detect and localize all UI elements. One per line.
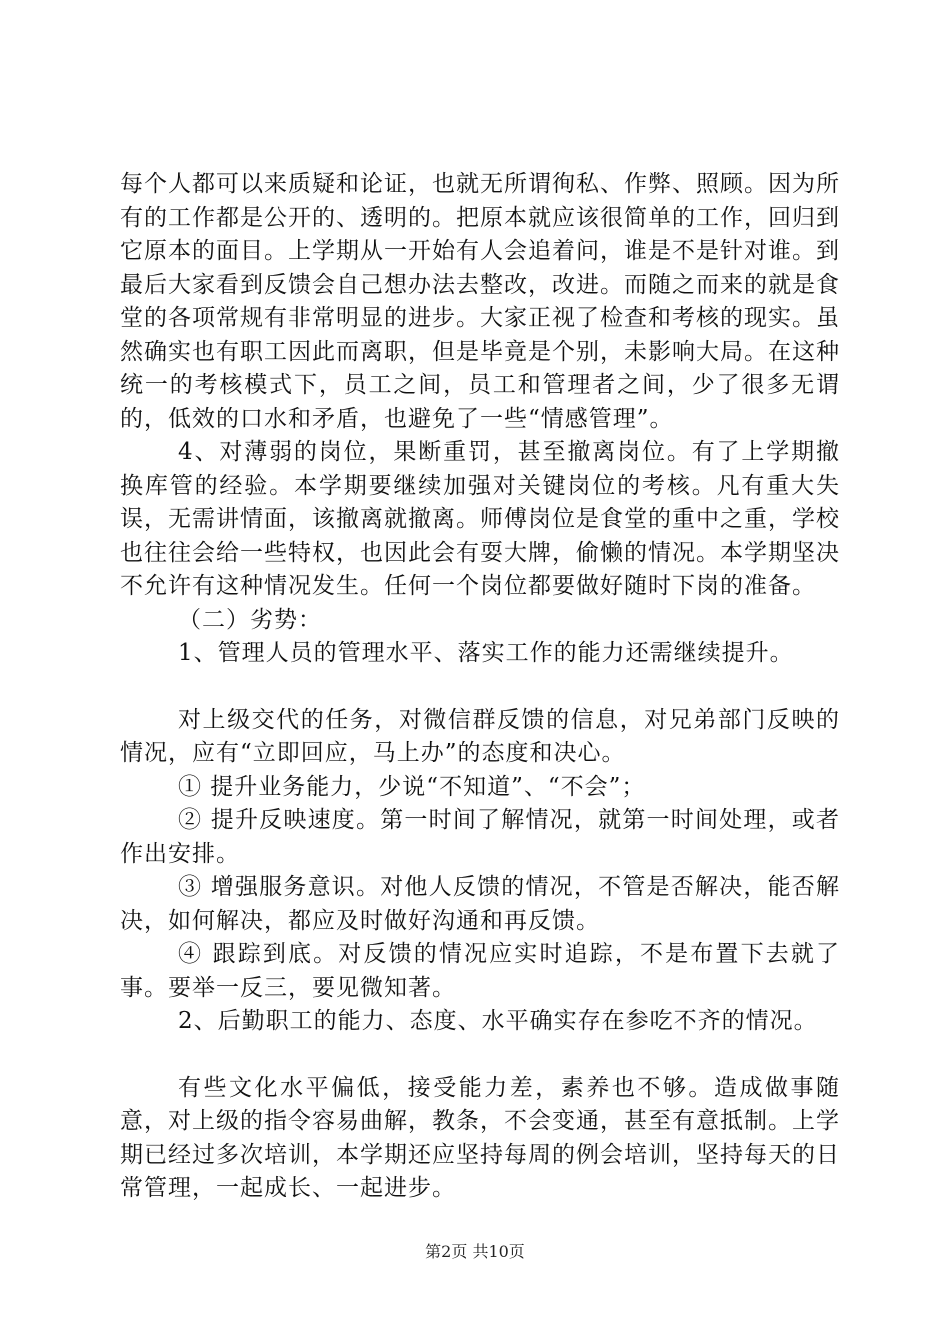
paragraph-item-1: 1、管理人员的管理水平、落实工作的能力还需继续提升。 (178, 640, 794, 666)
list-item-1: ① 提升业务能力，少说“不知道”、“不会”； (178, 773, 646, 800)
page-footer: 第2页 共10页 (425, 1242, 525, 1261)
list-item-4: ④ 跟踪到底。对反馈的情况应实时追踪，不是布置下去就了事。要举一反三，要见微知著。 (120, 941, 840, 1001)
paragraph-2: 4、对薄弱的岗位，果断重罚，甚至撤离岗位。有了上学期撤换库管的经验。本学期要继续加强对关键岗位的考核。凡有重大失误，无需讲情面，该撤离就撤离。师傅岗位是食堂的重中之重，学校也往往会给一些特权，也因此会有耍大牌，偷懒的情况。本学期坚决不允许有这种情况发生。任何一个岗位都要做好随时下岗的准备。 (120, 439, 840, 599)
paragraph-4: 有些文化水平偏低，接受能力差，素养也不够。造成做事随意，对上级的指令容易曲解，教条，不会变通，甚至有意抵制。上学期已经过多次培训，本学期还应坚持每周的例会培训，坚持每天的日常管理，一起成长、一起进步。 (120, 1074, 840, 1201)
section-heading-disadvantages: （二）劣势： (178, 606, 322, 633)
paragraph-item-2: 2、后勤职工的能力、态度、水平确实存在参吃不齐的情况。 (178, 1008, 818, 1034)
document-body (120, 168, 840, 1206)
paragraph-1: 每个人都可以来质疑和论证，也就无所谓徇私、作弊、照顾。因为所有的工作都是公开的、透明的。把原本就应该很简单的工作，回归到它原本的面目。上学期从一开始有人会追着问，谁是不是针对谁。到最后大家看到反馈会自己想办法去整改，改进。而随之而来的就是食堂的各项常规有非常明显的进步。大家正视了检查和考核的现实。虽然确实也有职工因此而离职，但是毕竟是个别，未影响大局。在这种统一的考核模式下，员工之间，员工和管理者之间，少了很多无谓的，低效的口水和矛盾，也避免了一些“情感管理”。 (120, 171, 840, 432)
list-item-2: ② 提升反映速度。第一时间了解情况，就第一时间处理，或者作出安排。 (120, 807, 840, 867)
list-item-3: ③ 增强服务意识。对他人反馈的情况，不管是否解决，能否解决，如何解决，都应及时做好沟通和再反馈。 (120, 874, 840, 934)
paragraph-3: 对上级交代的任务，对微信群反馈的信息，对兄弟部门反映的情况，应有“立即回应，马上办”的态度和决心。 (120, 706, 840, 766)
